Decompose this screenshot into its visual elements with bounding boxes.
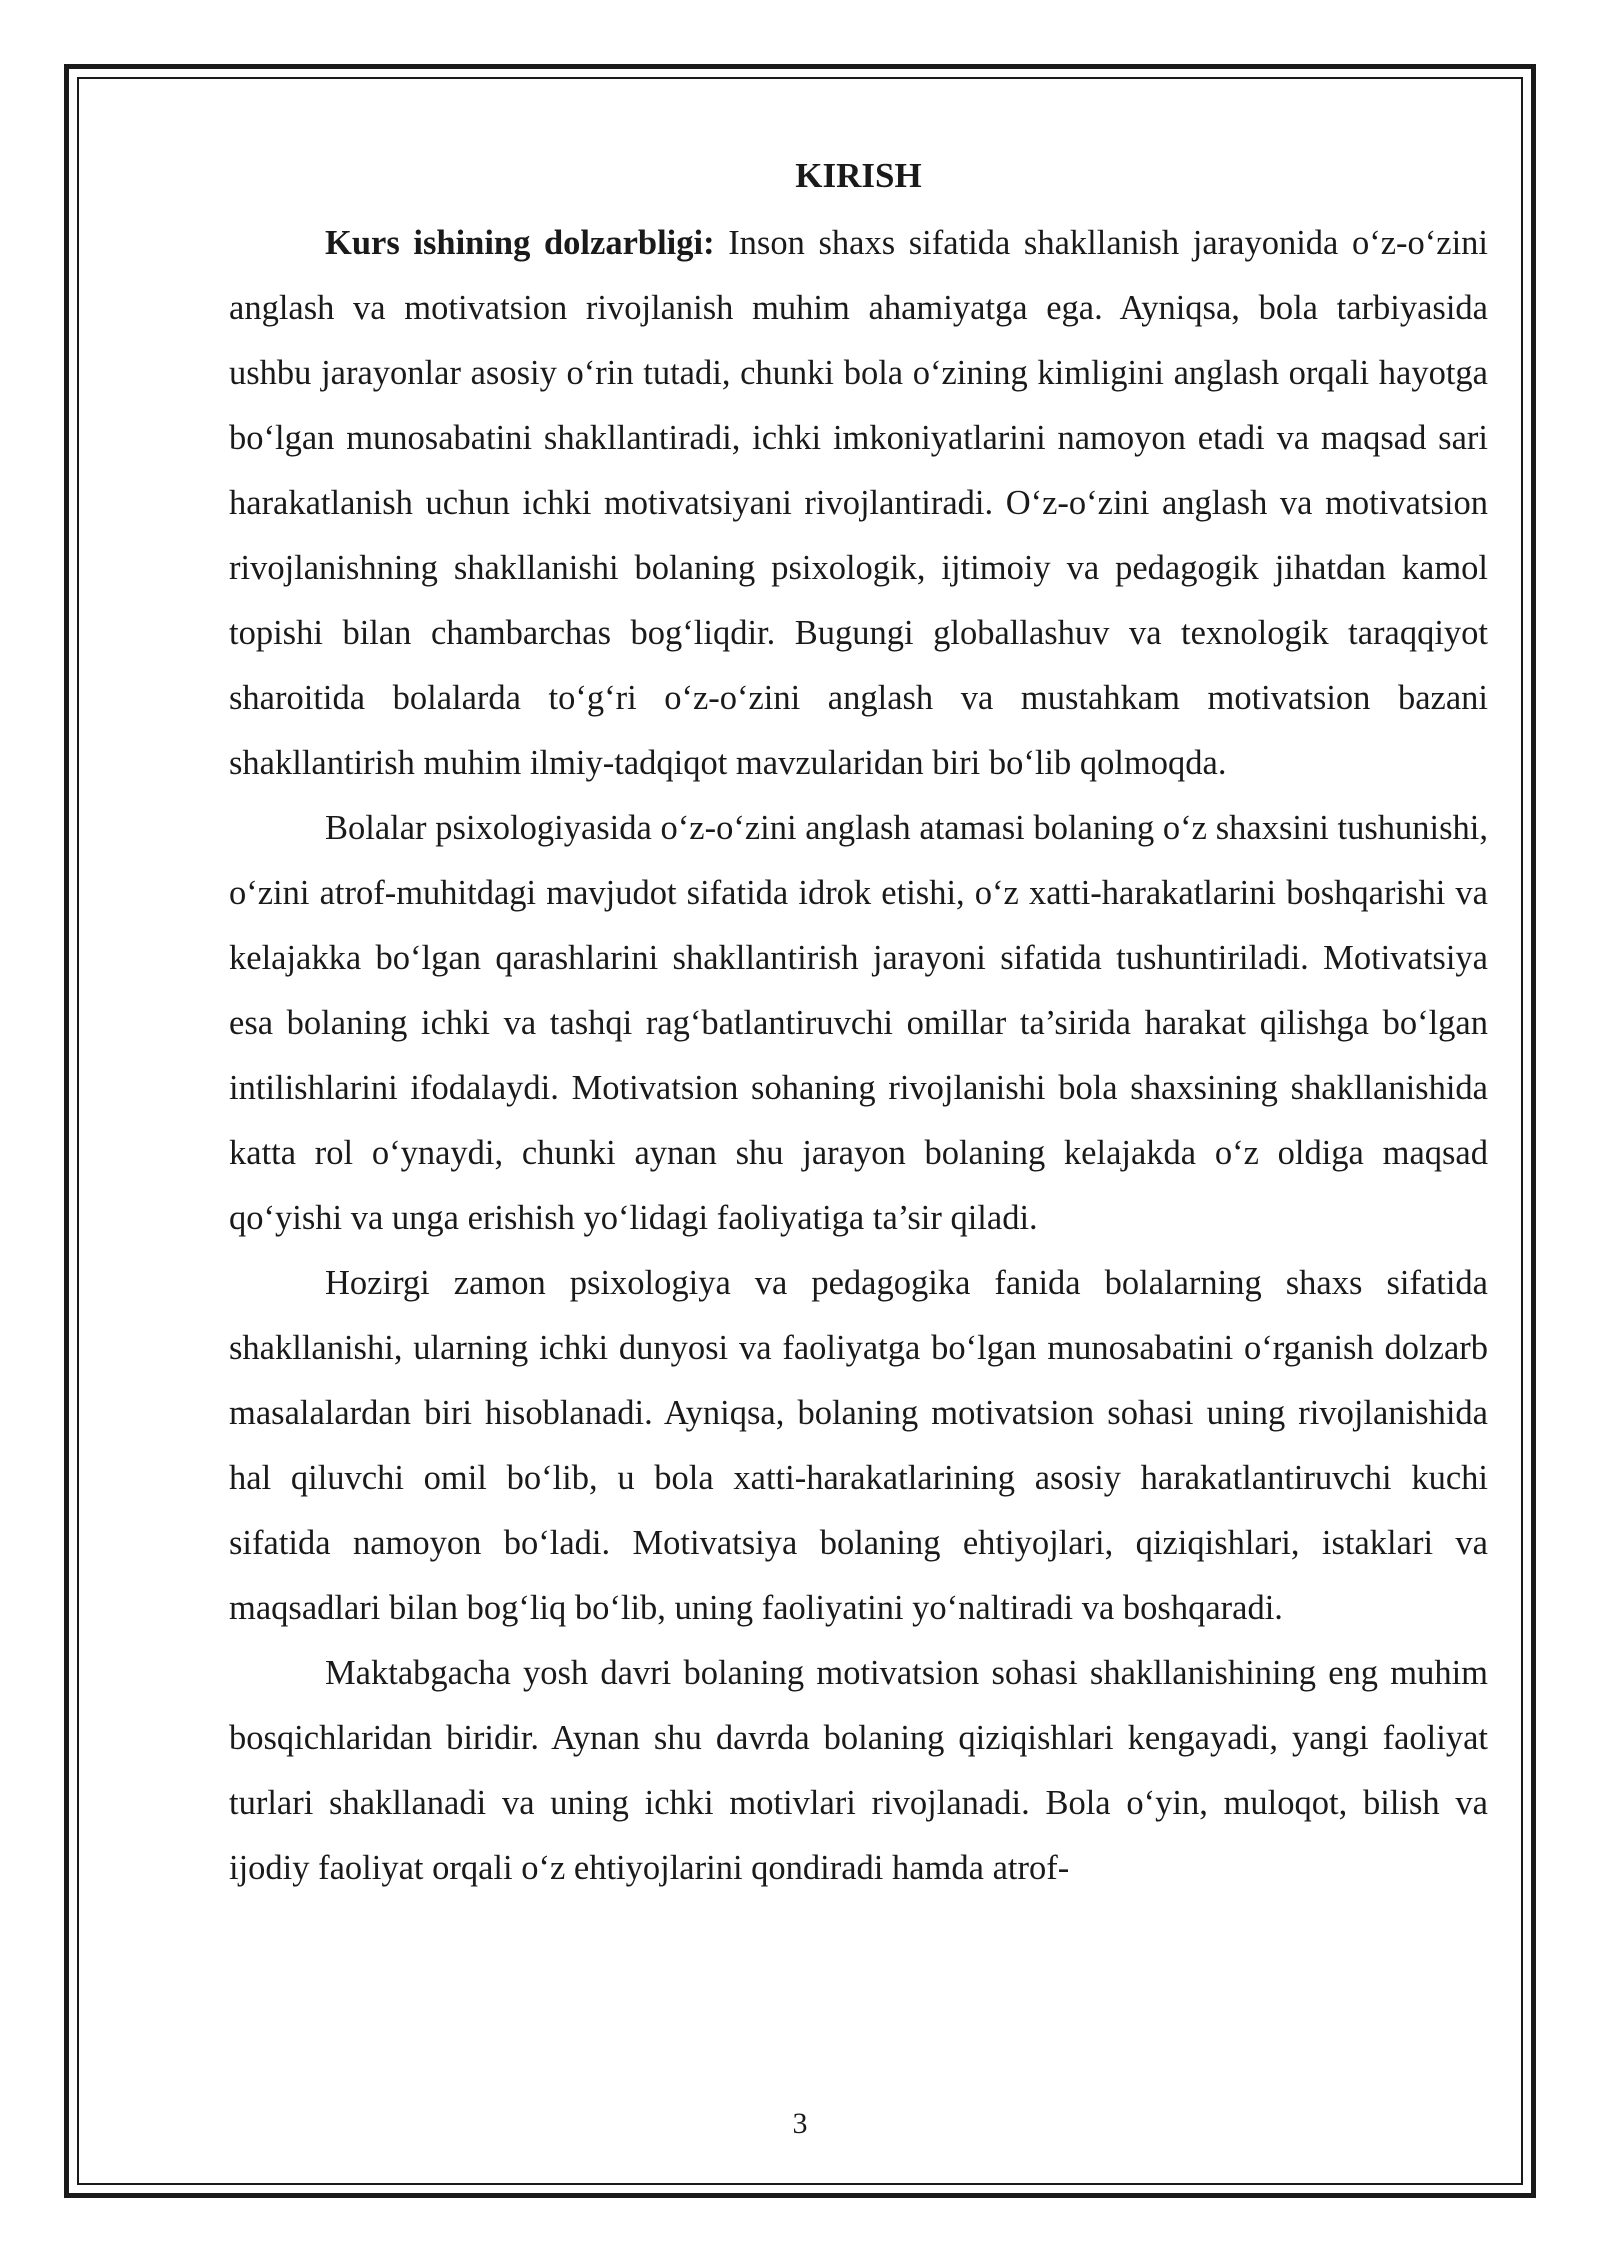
paragraph-lead: Kurs ishining dolzarbligi:	[325, 224, 715, 262]
paragraph-modern-psychology: Hozirgi zamon psixologiya va pedagogika fanida bolalarning shaxs sifatida shakllanishi, ularning ichki dunyosi va faoliyatga bo‘lgan munosabatini o‘rganish dolzarb masalalardan biri hisoblanadi. Ayniqsa, bolaning motivatsion sohasi uning rivojlanishida hal qiluvchi omil bo‘lib, u bola xatti-harakatlarining asosiy harakatlantiruvchi kuchi sifatida namoyon bo‘ladi. Motivatsiya bolaning ehtiyojlari, qiziqishlari, istaklari va maqsadlari bilan bog‘liq bo‘lib, uning faoliyatini yo‘naltiradi va boshqaradi.	[229, 1264, 1488, 1627]
page-number: 3	[792, 2107, 808, 2140]
paragraph-text: Inson shaxs sifatida shakllanish jarayonida o‘z-o‘zini anglash va motivatsion rivojlanish muhim ahamiyatga ega. Ayniqsa, bola tarbiyasida ushbu jarayonlar asosiy o‘rin tutadi, chunki bola o‘zining kimligini anglash orqali hayotga bo‘lgan munosabatini shakllantiradi, ichki imkoniyatlarini namoyon etadi va maqsad sari harakatlanish uchun ichki motivatsiyani rivojlantiradi. O‘z-o‘zini anglash va motivatsion rivojlanishning shakllanishi bolaning psixologik, ijtimoiy va pedagogik jihatdan kamol topishi bilan chambarchas bog‘liqdir. Bugungi globallashuv va texnologik taraqqiyot sharoitida bolalarda to‘g‘ri o‘z-o‘zini anglash va mustahkam motivatsion bazani shakllantirish muhim ilmiy-tadqiqot mavzularidan biri bo‘lib qolmoqda.	[229, 224, 1488, 782]
paragraph-preschool-age: Maktabgacha yosh davri bolaning motivatsion sohasi shakllanishining eng muhim bosqichlaridan biridir. Aynan shu davrda bolaning qiziqishlari kengayadi, yangi faoliyat turlari shakllanadi va uning ichki motivlari rivojlanadi. Bola o‘yin, muloqot, bilish va ijodiy faoliyat orqali o‘z ehtiyojlarini qondiradi hamda atrof-	[229, 1654, 1488, 1887]
paragraph-self-awareness: Bolalar psixologiyasida o‘z-o‘zini anglash atamasi bolaning o‘z shaxsini tushunishi, o‘zini atrof-muhitdagi mavjudot sifatida idrok etishi, o‘z xatti-harakatlarini boshqarishi va kelajakka bo‘lgan qarashlarini shakllantirish jarayoni sifatida tushuntiriladi. Motivatsiya esa bolaning ichki va tashqi rag‘batlantiruvchi omillar ta’sirida harakat qilishga bo‘lgan intilishlarini ifodalaydi. Motivatsion sohaning rivojlanishi bola shaxsining shakllanishida katta rol o‘ynaydi, chunki aynan shu jarayon bolaning kelajakda o‘z oldiga maqsad qo‘yishi va unga erishish yo‘lidagi faoliyatiga ta’sir qiladi.	[229, 809, 1488, 1237]
section-heading: KIRISH	[795, 156, 922, 195]
paragraph-relevance	[229, 211, 1488, 796]
document-body	[229, 150, 1488, 1901]
